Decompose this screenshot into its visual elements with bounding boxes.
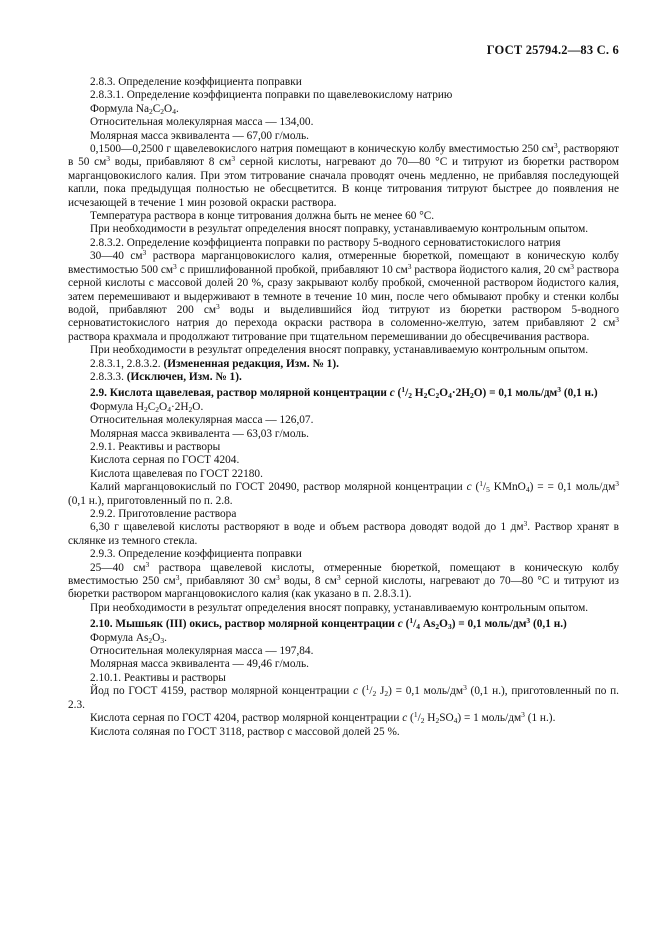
paragraph-p28: Формула $As_2O_3$. [90, 631, 167, 645]
page-header: ГОСТ 25794.2—83 С. 6 [486, 43, 619, 57]
paragraph-p03: Формула $Na_2C_2O_4$. [90, 102, 179, 116]
paragraph-p22: 2.9.2. Приготовление раствора [90, 508, 237, 520]
paragraph-p30: Молярная масса эквивалента — 49,46 г/моль. [90, 658, 309, 671]
paragraph-p16: Относительная молекулярная масса — 126,07. [90, 414, 314, 427]
paragraph-p14: 2.9. Кислота щавелевая, раствор молярной концентрации с ($^1/_2$ $H_2C_2O_4\cdot 2H_2O) = 0,1$ моль/$дм^3$ (0,1 н.) [90, 385, 598, 401]
paragraph-p15: Формула $H_2C_2O_4\cdot 2H_2O$. [90, 400, 204, 414]
document-body [68, 76, 619, 739]
paragraph-p27: 2.10. Мышьяк (III) окись, раствор молярной концентрации с ($^1/_4$ $As_2O_3) = 0,1$ моль/$дм^3$ (0,1 н.) [90, 616, 567, 632]
paragraph-p25: 25—40 $см^3$ раствора щавелевой кислоты, отмеренные бюреткой, помещают в коническую колбу вместимостью 250 $см^3$, прибавляют 30 $см^3$ воды, 8 $см^3$ серной кислоты, нагревают до 70—80 °С и титруют из бюретки раствором марганцовокислого калия (как указано в п. 2.8.3.1). [68, 559, 619, 601]
paragraph-p19: Кислота серная по ГОСТ 4204. [90, 454, 240, 467]
paragraph-p20: Кислота щавелевая по ГОСТ 22180. [90, 467, 263, 480]
paragraph-p29: Относительная молекулярная масса — 197,84. [90, 645, 314, 658]
paragraph-p21: Калий марганцовокислый по ГОСТ 20490, раствор молярной концентрации с ($^1/_5$ KMnO$_4$) = = 0,1 моль/$дм^3$ (0,1 н.), приготовленный по п. 2.8. [68, 479, 619, 507]
paragraph-p01: 2.8.3. Определение коэффициента поправки [90, 76, 302, 88]
paragraph-p13: 2.8.3.3. (Исключен, Изм. № 1). [90, 370, 242, 383]
paragraph-p02: 2.8.3.1. Определение коэффициента поправки по щавелевокислому натрию [90, 89, 453, 102]
paragraph-p17: Молярная масса эквивалента — 63,03 г/моль. [90, 427, 309, 440]
paragraph-p07: Температура раствора в конце титрования должна быть не менее 60 °С. [90, 210, 435, 223]
paragraph-p33: Кислота серная по ГОСТ 4204, раствор молярной концентрации с ($^1/_2$ $H_2SO_4) = 1$ моль/$дм^3$ (1 н.). [90, 710, 556, 726]
paragraph-p31: 2.10.1. Реактивы и растворы [90, 671, 226, 684]
paragraph-p09: 2.8.3.2. Определение коэффициента поправки по раствору 5-водного серноватистокислого натрия [90, 236, 561, 249]
paragraph-p12: 2.8.3.1, 2.8.3.2. (Измененная редакция, Изм. № 1). [90, 357, 339, 370]
paragraph-p26: При необходимости в результат определения вносят поправку, устанавливаемую контрольным опытом. [90, 601, 589, 614]
paragraph-p24: 2.9.3. Определение коэффициента поправки [90, 548, 302, 561]
paragraph-p08: При необходимости в результат определения вносят поправку, устанавливаемую контрольным опытом. [90, 223, 589, 236]
paragraph-p18: 2.9.1. Реактивы и растворы [90, 440, 221, 453]
paragraph-p10: 30—40 $см^3$ раствора марганцовокислого калия, отмеренные бюреткой, помещают в коническую колбу вместимостью 500 $см^3$ с пришлифованной пробкой, прибавляют 10 $см^3$ раствора йодистого калия, 20 $см^3$ раствора серной кислоты с массовой долей 20 %, сразу закрывают колбу пробкой, смоченной раствором йодистого калия, затем перемешивают и выдерживают в темноте в течение 10 мин, после чего обмывают пробку и стенки колбы водой, прибавляют 200 $см^3$ воды и выделившийся йод титруют из бюретки раствором 5-водного серноватистокислого натрия до перехода окраски раствора в соломенно-желтую, затем прибавляют 2 $см^3$ раствора крахмала и продолжают титрование при тщательном перемешивании до обесцвечивания раствора. [68, 248, 619, 343]
paragraph-p23: 6,30 г щавелевой кислоты растворяют в воде и объем раствора доводят водой до 1 $дм^3$. Раствор хранят в склянке из темного стекла. [68, 519, 619, 547]
paragraph-p06: 0,1500—0,2500 г щавелевокислого натрия помещают в коническую колбу вместимостью 250 $см^3$, растворяют в 50 $см^3$ воды, прибавляют 8 $см^3$ серной кислоты, нагревают до 70—80 °С и титруют из бюретки раствором марганцовокислого калия. При этом титрование сначала проводят очень медленно, не прибавляя последующей капли, пока предыдущая полностью не обесцветится. В конце титрования титруют быстрее до появления не исчезающей в течение 1 мин розовой окраски раствора. [68, 141, 619, 209]
paragraph-p05: Молярная масса эквивалента — 67,00 г/моль. [90, 129, 309, 142]
paragraph-p11: При необходимости в результат определения вносят поправку, устанавливаемую контрольным опытом. [90, 344, 589, 357]
paragraph-p32: Йод по ГОСТ 4159, раствор молярной концентрации с ($^1/_2$ $J_2) = 0,1$ моль/$дм^3$ (0,1 н.), приготовленный по п. 2.3. [68, 683, 619, 711]
paragraph-p34: Кислота соляная по ГОСТ 3118, раствор с массовой долей 25 %. [90, 725, 400, 738]
paragraph-p04: Относительная молекулярная масса — 134,00. [90, 116, 314, 129]
